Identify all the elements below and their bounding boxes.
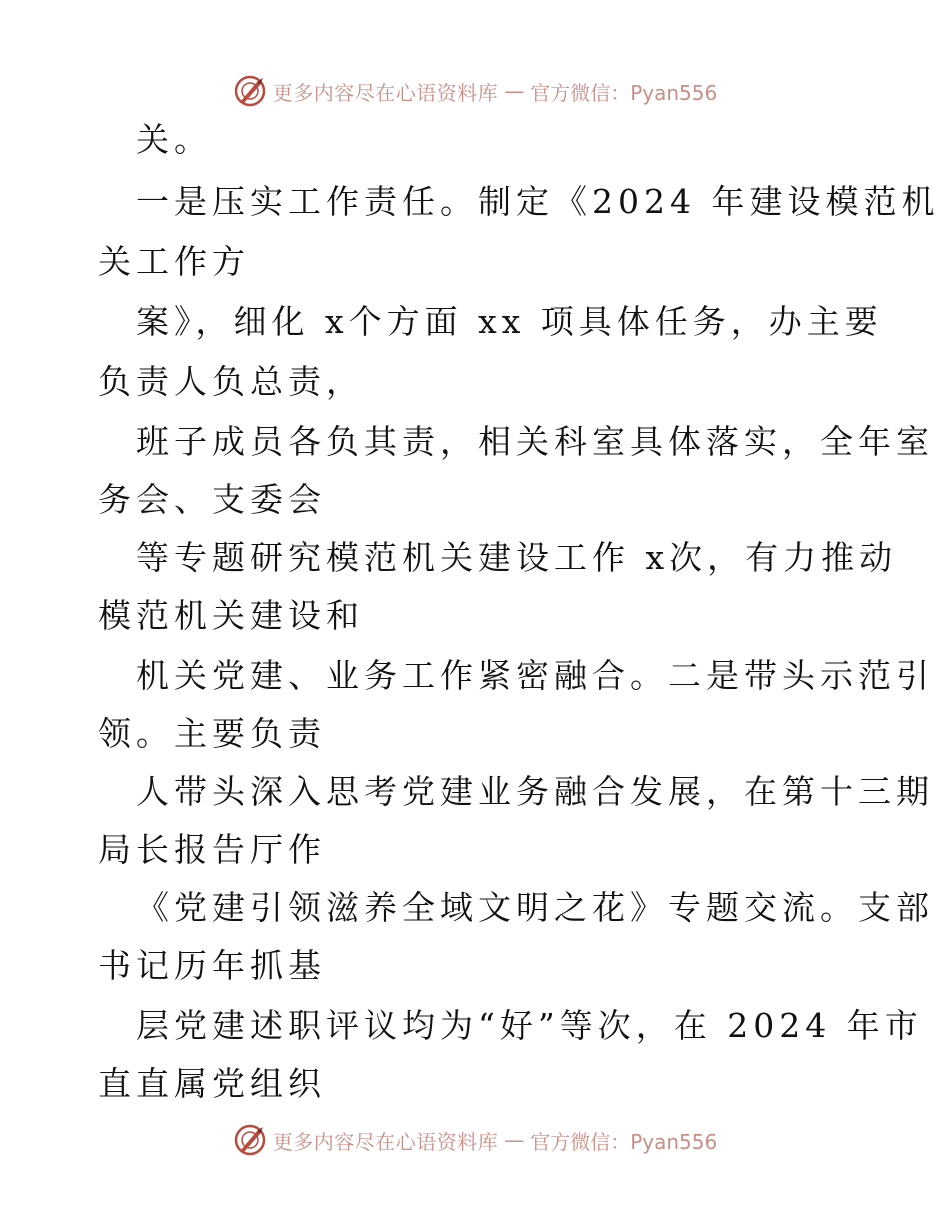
text-line: 班子成员各负其责，相关科室具体落实，全年室 bbox=[136, 422, 934, 461]
watermark-dash: — bbox=[504, 1128, 525, 1152]
watermark-main-text: 更多内容尽在心语资料库 bbox=[272, 80, 499, 105]
text-line: 领。主要负责 bbox=[98, 714, 326, 753]
text-line: 一是压实工作责任。制定《2024 年建设模范机 bbox=[136, 182, 940, 221]
watermark-dash: — bbox=[504, 79, 525, 103]
watermark-wechat: 官方微信：Pyan556 bbox=[530, 80, 718, 105]
text-line: 《党建引领滋养全域文明之花》专题交流。支部 bbox=[136, 888, 934, 927]
text-line: 局长报告厅作 bbox=[98, 830, 326, 869]
text-line: 关。 bbox=[136, 120, 212, 159]
text-line: 机关党建、业务工作紧密融合。二是带头示范引 bbox=[136, 656, 934, 695]
text-line: 案》，细化 x个方面 xx 项具体任务，办主要 bbox=[136, 302, 883, 341]
watermark-header bbox=[0, 71, 950, 111]
quill-pen-logo-icon bbox=[233, 1123, 267, 1157]
text-line: 书记历年抓基 bbox=[98, 946, 326, 985]
text-line: 负责人负总责， bbox=[98, 362, 364, 401]
watermark-wechat: 官方微信：Pyan556 bbox=[530, 1129, 718, 1154]
text-line: 人带头深入思考党建业务融合发展，在第十三期 bbox=[136, 772, 934, 811]
quill-pen-logo-icon bbox=[233, 74, 267, 108]
text-line: 模范机关建设和 bbox=[98, 596, 364, 635]
text-line: 直直属党组织 bbox=[98, 1064, 326, 1103]
text-line: 务会、支委会 bbox=[98, 480, 326, 519]
watermark-footer bbox=[0, 1120, 950, 1160]
text-line: 层党建述职评议均为“好”等次，在 2024 年市 bbox=[136, 1006, 923, 1045]
text-line: 关工作方 bbox=[98, 242, 250, 281]
text-line: 等专题研究模范机关建设工作 x次，有力推动 bbox=[136, 538, 898, 577]
watermark-main-text: 更多内容尽在心语资料库 bbox=[272, 1129, 499, 1154]
